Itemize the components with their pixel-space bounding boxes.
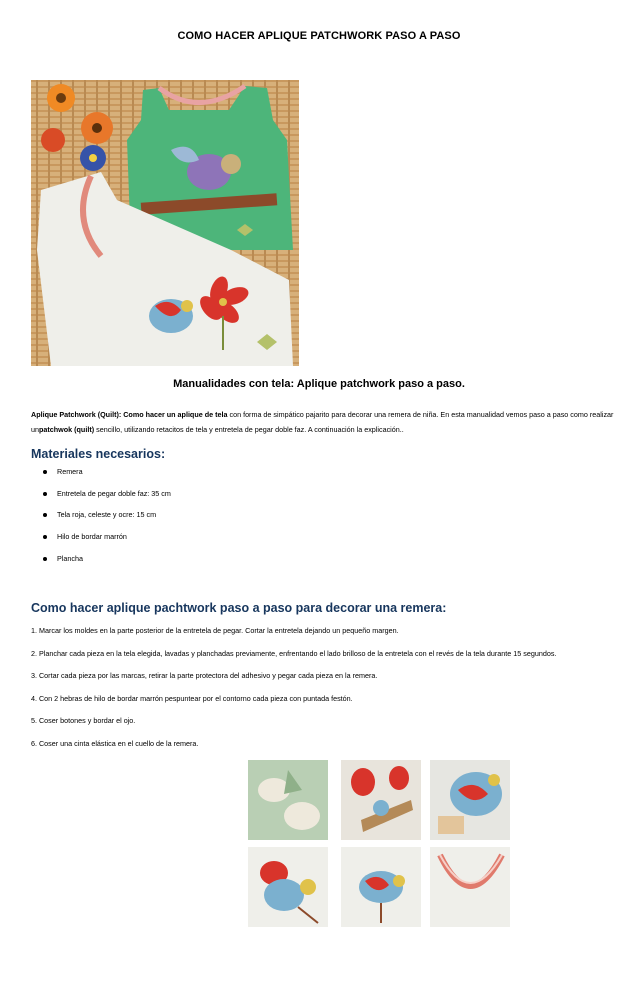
collage-photo-bird-fabric <box>430 760 510 840</box>
intro-bold-mid: patchwok (quilt) <box>39 425 95 434</box>
document-title: COMO HACER APLIQUE PATCHWORK PASO A PASO <box>177 30 461 42</box>
list-item-label: Remera <box>57 467 83 476</box>
step-paragraph: 2. Planchar cada pieza en la tela elegida, lavadas y planchadas previamente, enfrentando el lado brilloso de la entretela con el revés de la tela durante 15 segundos. <box>31 648 557 658</box>
list-item-label: Plancha <box>57 553 83 563</box>
materials-list <box>31 465 171 573</box>
step-paragraph: 4. Con 2 hebras de hilo de bordar marrón pespuntear por el contorno cada pieza con puntada festón. <box>31 693 353 703</box>
steps-heading: Como hacer aplique pachtwork paso a paso para decorar una remera: <box>31 601 447 615</box>
list-item-label: Hilo de bordar marrón <box>57 532 127 542</box>
list-item-label: Tela roja, celeste y ocre: 15 cm <box>57 510 157 520</box>
step-photo-collage <box>246 760 516 940</box>
collage-photo-bird-applique <box>341 847 421 927</box>
steps-list <box>31 624 615 759</box>
step-paragraph: 6. Coser una cinta elástica en el cuello de la remera. <box>31 738 199 748</box>
intro-text-1: con forma de simpático pajarito para decorar una remera de niña. En esta manualidad vemos paso a paso como realizar un <box>31 410 614 434</box>
materials-heading: Materiales necesarios: <box>31 447 166 461</box>
list-item <box>31 465 171 487</box>
collage-photo-cut-pieces <box>341 760 421 840</box>
list-item <box>31 530 171 552</box>
collage-photo-neck-elastic <box>430 847 510 927</box>
bullet-icon <box>43 470 47 474</box>
bullet-icon <box>43 492 47 496</box>
image-caption: Manualidades con tela: Aplique patchwork paso a paso. <box>173 378 465 390</box>
bullet-icon <box>43 513 47 517</box>
list-item <box>31 552 171 574</box>
intro-bold-lead: Aplique Patchwork (Quilt): Como hacer un aplique de tela <box>31 410 228 419</box>
hero-photo-patchwork-shirts <box>31 80 299 366</box>
step-paragraph: 3. Cortar cada pieza por las marcas, retirar la parte protectora del adhesivo y pegar cada pieza en la remera. <box>31 671 378 680</box>
intro-paragraph <box>31 407 615 437</box>
collage-photo-templates <box>248 760 328 840</box>
bullet-icon <box>43 557 47 561</box>
intro-text-2: sencillo, utilizando retacitos de tela y entretela de pegar doble faz. A continuación la explicación.. <box>94 425 404 434</box>
collage-photo-stitching <box>248 847 328 927</box>
step-paragraph: 1. Marcar los moldes en la parte posterior de la entretela de pegar. Cortar la entretela dejando un pequeño margen. <box>31 626 399 635</box>
bullet-icon <box>43 535 47 539</box>
list-item <box>31 487 171 509</box>
list-item-label: Entretela de pegar doble faz: 35 cm <box>57 488 171 498</box>
step-paragraph: 5. Coser botones y bordar el ojo. <box>31 716 136 725</box>
list-item <box>31 508 171 530</box>
